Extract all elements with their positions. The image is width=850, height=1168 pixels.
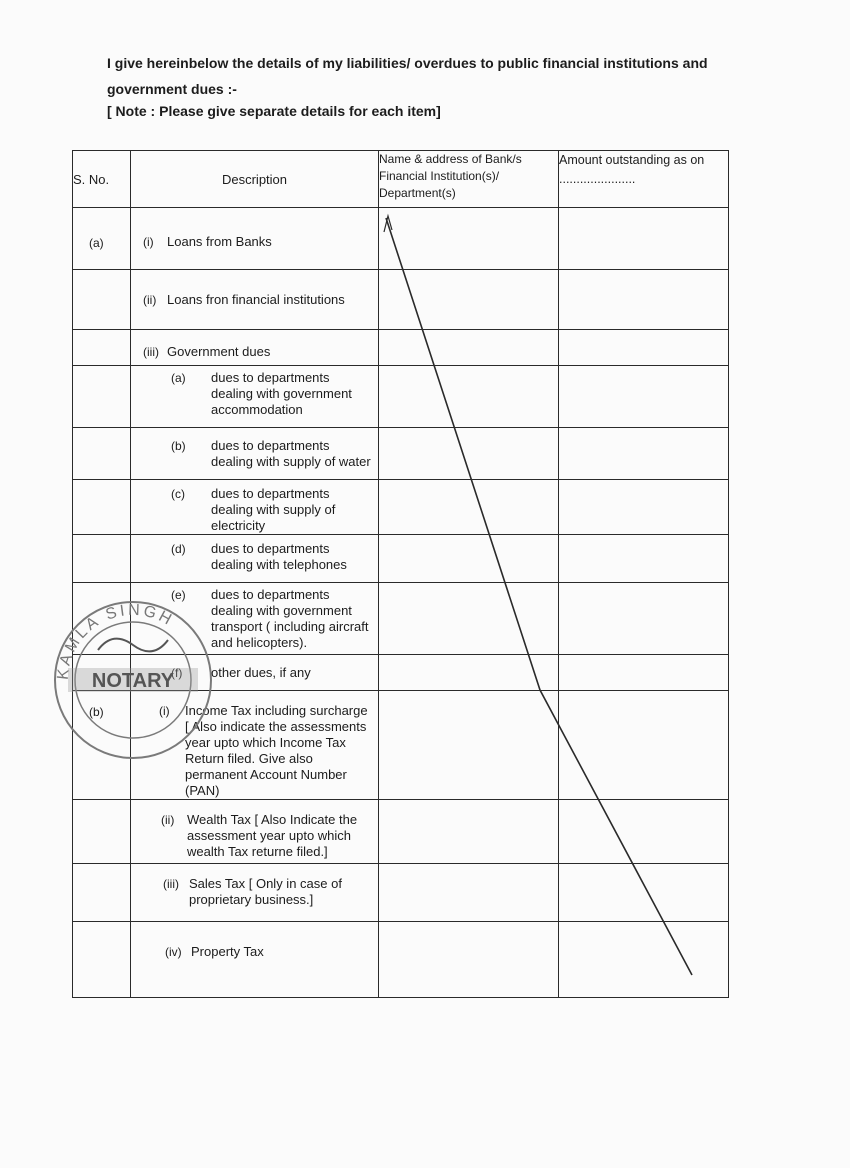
name-cell[interactable] (379, 864, 559, 922)
name-cell[interactable] (379, 330, 559, 366)
name-cell[interactable] (379, 480, 559, 535)
item-text: dues to departments dealing with supply of electricity (211, 486, 336, 533)
stamp-ring-text: KAMLA SINGH (54, 601, 177, 681)
item-text: dues to departments dealing with government accommodation (211, 370, 352, 417)
amount-cell[interactable] (559, 480, 729, 535)
header-amount: Amount outstanding as on ...................... (559, 151, 729, 208)
table-row (73, 691, 729, 800)
item-number: (c) (171, 487, 185, 501)
item-number: (a) (171, 371, 186, 385)
row-sno: (a) (73, 208, 131, 270)
amount-cell[interactable] (559, 800, 729, 864)
item-text: Loans fron financial institutions (167, 292, 345, 307)
row-sno: (b) (73, 691, 131, 800)
header-row (73, 151, 729, 208)
row-sno (73, 655, 131, 691)
amount-cell[interactable] (559, 922, 729, 998)
header-sno: S. No. (73, 151, 131, 208)
row-sno (73, 535, 131, 583)
item-text: other dues, if any (211, 665, 311, 680)
table-row (73, 535, 729, 583)
row-sno (73, 583, 131, 655)
name-cell[interactable] (379, 366, 559, 428)
item-text: Wealth Tax [ Also Indicate the assessment year upto which wealth Tax returne filed.] (187, 812, 358, 859)
table-row (73, 922, 729, 998)
table-row (73, 366, 729, 428)
table-row (73, 270, 729, 330)
item-number: (iii) (163, 877, 179, 891)
name-cell[interactable] (379, 583, 559, 655)
row-sno (73, 480, 131, 535)
name-cell[interactable] (379, 800, 559, 864)
item-text: Government dues (167, 344, 271, 359)
item-number: (e) (171, 588, 186, 602)
stamp-notary-text: NOTARY (91, 670, 175, 692)
item-text: dues to departments dealing with supply of water (211, 438, 371, 469)
item-number: (i) (143, 235, 154, 249)
item-text: Property Tax (191, 944, 264, 959)
amount-cell[interactable] (559, 864, 729, 922)
item-number: (iv) (165, 945, 182, 959)
row-sno (73, 366, 131, 428)
name-cell[interactable] (379, 535, 559, 583)
name-cell[interactable] (379, 655, 559, 691)
amount-cell[interactable] (559, 583, 729, 655)
row-sno (73, 800, 131, 864)
amount-cell[interactable] (559, 535, 729, 583)
amount-cell[interactable] (559, 655, 729, 691)
item-number: (ii) (143, 293, 157, 307)
name-cell[interactable] (379, 691, 559, 800)
table-row (73, 800, 729, 864)
intro-text: I give hereinbelow the details of my liabilities/ overdues to public financial institutions and government dues :- (107, 55, 708, 97)
table-row (73, 428, 729, 480)
item-number: (b) (171, 439, 186, 453)
item-number: (iii) (143, 345, 159, 359)
amount-cell[interactable] (559, 208, 729, 270)
row-sno (73, 270, 131, 330)
name-cell[interactable] (379, 270, 559, 330)
row-sno (73, 922, 131, 998)
amount-cell[interactable] (559, 270, 729, 330)
item-text: Sales Tax [ Only in case of proprietary business.] (189, 876, 342, 907)
table-row (73, 864, 729, 922)
name-cell[interactable] (379, 208, 559, 270)
table-row (73, 655, 729, 691)
item-text: Loans from Banks (167, 234, 272, 249)
table-row (73, 330, 729, 366)
amount-cell[interactable] (559, 428, 729, 480)
item-text: dues to departments dealing with government transport ( including aircraft and helicopters). (211, 587, 369, 650)
header-name-address: Name & address of Bank/s Financial Institution(s)/ Department(s) (379, 151, 559, 208)
amount-cell[interactable] (559, 691, 729, 800)
item-number: (d) (171, 542, 186, 556)
note-text: [ Note : Please give separate details for each item] (107, 103, 441, 119)
row-sno (73, 330, 131, 366)
table-row (73, 480, 729, 535)
liabilities-table (72, 150, 729, 998)
amount-cell[interactable] (559, 366, 729, 428)
item-number: (f) (171, 666, 183, 680)
table-row (73, 208, 729, 270)
item-number: (ii) (161, 813, 175, 827)
item-text: dues to departments dealing with telephones (211, 541, 347, 572)
item-text: Income Tax including surcharge [ Also indicate the assessments year upto which Income Tax Return filed. Give also permanent Account Number (PAN) (185, 703, 368, 798)
row-sno (73, 428, 131, 480)
name-cell[interactable] (379, 428, 559, 480)
table-row (73, 583, 729, 655)
item-number: (i) (159, 704, 170, 718)
amount-cell[interactable] (559, 330, 729, 366)
name-cell[interactable] (379, 922, 559, 998)
row-sno (73, 864, 131, 922)
header-description: Description (131, 151, 379, 208)
